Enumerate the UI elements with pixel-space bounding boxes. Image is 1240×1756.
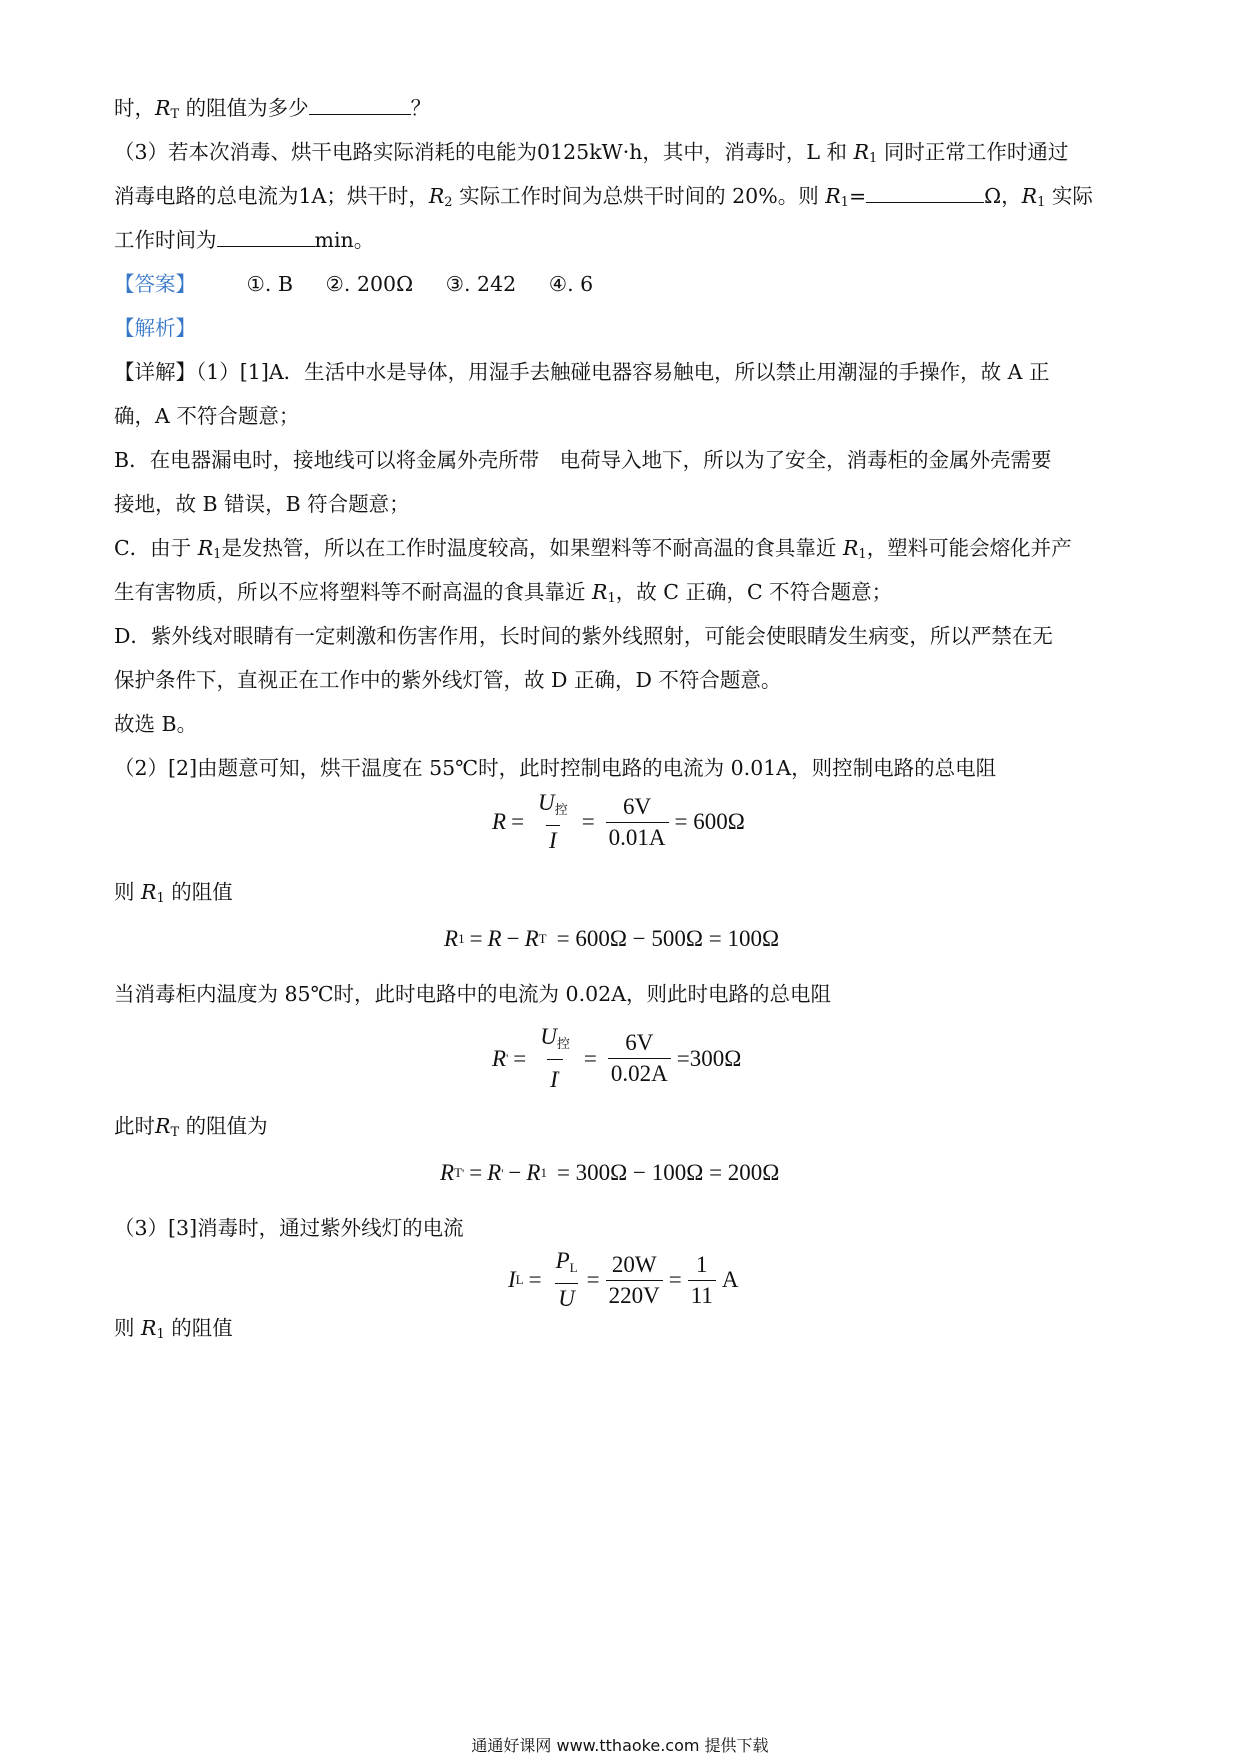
symbol-r: R — [141, 880, 157, 904]
answer-1: ①. B — [246, 272, 294, 296]
eq-symbol: P — [555, 1248, 570, 1273]
eq-prime: ' — [462, 1165, 465, 1180]
eq-subscript: T — [538, 931, 547, 946]
subscript-1: 1 — [858, 547, 867, 562]
eq-subscript: 1 — [540, 1165, 547, 1180]
denominator: 220V — [606, 1280, 663, 1309]
text: 的阻值 — [171, 880, 233, 904]
detail-line — [114, 1314, 233, 1349]
eq-symbol: U — [558, 1286, 575, 1311]
text: 生有害物质，所以不应将塑料等不耐高温的食具靠近 — [114, 580, 586, 604]
text: 同时正常工作时通过 — [883, 140, 1069, 164]
text: 则 — [114, 1316, 135, 1340]
fraction — [606, 794, 669, 851]
eq-symbol: R — [487, 1160, 502, 1185]
eq-symbol: U — [540, 1024, 557, 1049]
text: = — [848, 184, 867, 208]
symbol-r: R — [1021, 184, 1038, 208]
detail-line — [114, 534, 1072, 569]
detail-line: B．在电器漏电时，接地线可以将金属外壳所带 电荷导入地下，所以为了安全，消毒柜的金属外壳需要 — [114, 448, 1052, 472]
fraction — [608, 1030, 671, 1087]
equation-rt: R T ' = R ' − R 1 = 300Ω − 100Ω = 200Ω — [440, 1160, 780, 1185]
eq-symbol: R — [440, 1160, 455, 1185]
subscript-1: 1 — [607, 591, 616, 606]
detail-line: （3）[3]消毒时，通过紫外线灯的电流 — [114, 1216, 464, 1240]
detail-line — [114, 578, 892, 613]
eq-subscript: T — [454, 1165, 463, 1180]
denominator: 0.02A — [608, 1058, 671, 1087]
fraction — [535, 790, 571, 854]
text: ？ — [410, 96, 432, 120]
subscript-1: 1 — [156, 891, 165, 906]
eq-result: = 600Ω — [674, 809, 745, 834]
symbol-r: R — [155, 1114, 171, 1138]
equation-r1: R 1 = R − R T = 600Ω − 500Ω = 100Ω — [444, 926, 780, 951]
eq-prime: ' — [501, 1165, 504, 1180]
text: 工作时间为 — [114, 228, 217, 252]
subscript-1: 1 — [869, 151, 878, 166]
question-line-3 — [114, 182, 1093, 217]
text: （3）若本次消毒、烘干电路实际消耗的电能为0125kW·h，其中，消毒时，L 和 — [114, 140, 848, 164]
fraction — [606, 1252, 663, 1309]
equation-total-resistance-2: R ' = $\frac{\text{U控}}{I'}$ = $\frac{6V}{0.02A}$ =300Ω — [492, 1024, 742, 1092]
text: 的阻值为多少 — [185, 96, 309, 120]
numerator: 6V — [623, 793, 652, 819]
text: 此时 — [114, 1114, 155, 1138]
eq-result: = 600Ω − 500Ω = 100Ω — [556, 926, 780, 951]
fraction — [537, 1024, 573, 1093]
equation-total-resistance: R = $\frac{\text{U控}}{I}$ = $\frac{6V}{0.01A}$ = 600Ω — [492, 790, 745, 853]
text: 时， — [114, 96, 155, 120]
eq-subscript: L — [515, 1272, 524, 1287]
analysis-tag-line — [114, 314, 196, 342]
symbol-r: R — [592, 580, 608, 604]
subscript-1: 1 — [840, 195, 849, 210]
answer-line — [114, 270, 593, 298]
answer-blank-2 — [866, 184, 984, 203]
text: min。 — [314, 228, 375, 252]
text: 实际 — [1051, 184, 1093, 208]
fraction — [688, 1252, 716, 1309]
symbol-r: R — [155, 96, 171, 120]
text: C．由于 — [114, 536, 192, 560]
equation-lamp-current: I L = $\frac{PL}{U}$ = $\frac{20W}{220V}$ = $\frac{1}{11}$ A — [508, 1248, 739, 1311]
eq-symbol: I — [550, 1067, 558, 1092]
answer-blank-3 — [217, 228, 315, 247]
symbol-r: R — [842, 536, 859, 560]
eq-symbol: R — [487, 926, 502, 951]
symbol-r: R — [853, 140, 870, 164]
answer-3: ③. 242 — [445, 272, 517, 296]
text: 消毒电路的总电流为1A；烘干时， — [114, 184, 429, 208]
eq-symbol: I — [508, 1267, 516, 1292]
text: 的阻值为 — [185, 1114, 268, 1138]
symbol-r: R — [825, 184, 841, 208]
detail-line: 故选 B。 — [114, 712, 198, 736]
fraction — [553, 1248, 581, 1312]
subscript-1: 1 — [1037, 195, 1046, 210]
eq-result: =300Ω — [676, 1045, 742, 1071]
detail-line: 当消毒柜内温度为 85℃时，此时电路中的电流为 0.02A，则此时电路的总电阻 — [114, 982, 831, 1006]
numerator: 20W — [611, 1251, 657, 1277]
subscript-t: T — [170, 107, 180, 122]
eq-prime: ' — [557, 1068, 560, 1082]
answer-tag: 【答案】 — [114, 272, 196, 296]
subscript-1: 1 — [213, 547, 222, 562]
eq-symbol: R — [492, 1045, 507, 1071]
detail-line: 确，A 不符合题意； — [114, 404, 300, 428]
text: ，故 C 正确，C 不符合题意； — [615, 580, 893, 604]
eq-symbol: R — [524, 926, 539, 951]
answer-4: ④. 6 — [548, 272, 594, 296]
symbol-r: R — [141, 1316, 157, 1340]
eq-subscript: 控 — [556, 1036, 570, 1051]
subscript-t: T — [170, 1125, 180, 1140]
answer-2: ②. 200Ω — [325, 272, 414, 296]
subscript-2: 2 — [444, 195, 453, 210]
eq-symbol: R — [492, 809, 507, 834]
detail-line: 接地，故 B 错误，B 符合题意； — [114, 492, 410, 516]
text: ，塑料可能会熔化并产 — [866, 536, 1072, 560]
numerator: 6V — [625, 1030, 654, 1055]
detail-line: 保护条件下，直视正在工作中的紫外线灯管，故 D 正确，D 不符合题意。 — [114, 668, 782, 692]
eq-result: = 300Ω − 100Ω = 200Ω — [556, 1160, 780, 1185]
detail-line: （2）[2]由题意可知，烘干温度在 55℃时，此时控制电路的电流为 0.01A，则控制电路的总电阻 — [114, 756, 997, 780]
text: 是发热管，所以在工作时温度较高，如果塑料等不耐高温的食具靠近 — [221, 536, 837, 560]
symbol-r: R — [197, 536, 214, 560]
question-line-1 — [114, 94, 431, 129]
numerator: 1 — [696, 1251, 708, 1277]
eq-symbol: R — [444, 926, 459, 951]
eq-symbol: R — [526, 1160, 541, 1185]
analysis-tag: 【解析】 — [114, 316, 196, 340]
eq-subscript: 控 — [554, 802, 568, 817]
eq-subscript: 1 — [458, 931, 465, 946]
denominator: 0.01A — [606, 822, 669, 851]
eq-symbol: I — [549, 828, 557, 853]
text: 则 — [114, 880, 135, 904]
text: 的阻值 — [171, 1316, 233, 1340]
page-footer: 通通好课网 www.tthaoke.com 提供下载 — [471, 1736, 769, 1755]
text: Ω， — [984, 184, 1022, 208]
detail-line: D．紫外线对眼睛有一定刺激和伤害作用，长时间的紫外线照射，可能会使眼睛发生病变，所以严禁在无 — [114, 624, 1053, 648]
question-line-2 — [114, 138, 1068, 173]
question-line-4 — [114, 226, 374, 254]
answer-blank-1 — [309, 96, 411, 115]
detail-line — [114, 1112, 268, 1147]
symbol-r: R — [428, 184, 445, 208]
eq-subscript: L — [569, 1260, 578, 1275]
detail-line — [114, 878, 233, 913]
denominator: 11 — [688, 1280, 716, 1309]
detail-line: 【详解】（1）[1]A．生活中水是导体，用湿手去触碰电器容易触电，所以禁止用潮湿的手操作，故 A 正 — [114, 360, 1050, 384]
eq-prime: ' — [506, 1051, 509, 1065]
eq-unit: A — [721, 1267, 739, 1292]
eq-symbol: U — [538, 790, 555, 815]
subscript-1: 1 — [156, 1327, 165, 1342]
text: 实际工作时间为总烘干时间的 20%。则 — [459, 184, 819, 208]
